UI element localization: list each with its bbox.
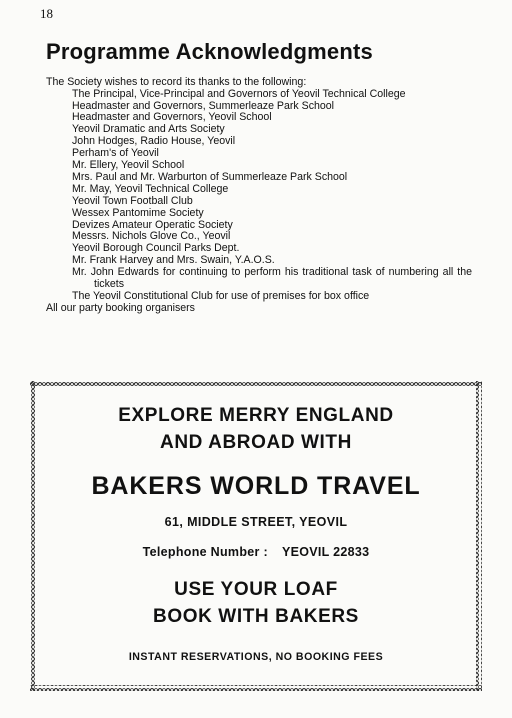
list-item: John Hodges, Radio House, Yeovil	[72, 135, 236, 148]
advert-footer: INSTANT RESERVATIONS, NO BOOKING FEES	[128, 651, 384, 663]
list-item: Wessex Pantomime Society	[72, 206, 204, 219]
advert-slogan-line-1: USE YOUR LOAF	[174, 579, 338, 600]
advert-phone-number: YEOVIL 22833	[281, 545, 370, 559]
list-item: Mr. May, Yeovil Technical College	[72, 182, 229, 195]
list-item: The Yeovil Constitutional Club for use of premises for box office	[72, 290, 370, 302]
list-item: Messrs. Nichols Glove Co., Yeovil	[72, 230, 231, 243]
list-item: Devizes Amateur Operatic Society	[72, 218, 233, 231]
advert-box	[30, 381, 482, 691]
advert-phone-label: Telephone Number :	[142, 545, 268, 559]
list-item: Mr. Frank Harvey and Mrs. Swain, Y.A.O.S.	[72, 254, 275, 267]
list-item: Yeovil Borough Council Parks Dept.	[72, 242, 240, 255]
list-item: Mr. John Edwards for continuing to perform his traditional task of numbering all the tickets	[72, 266, 472, 291]
list-item: Mr. Ellery, Yeovil School	[72, 159, 185, 172]
page-title: Programme Acknowledgments	[46, 38, 373, 64]
list-item: Yeovil Town Football Club	[72, 194, 193, 207]
advert-headline-line-2: AND ABROAD WITH	[160, 432, 352, 453]
advert-phone	[30, 545, 482, 559]
list-item: Mrs. Paul and Mr. Warburton of Summerleaze Park School	[72, 170, 348, 183]
list-item: Headmaster and Governors, Summerleaze Park School	[72, 99, 335, 112]
list-item: Perham's of Yeovil	[72, 147, 159, 160]
list-item: All our party booking organisers	[46, 301, 195, 314]
acknowledgments-intro: The Society wishes to record its thanks to the following:	[46, 76, 307, 88]
list-item: Headmaster and Governors, Yeovil School	[72, 111, 272, 124]
advert-company-name: BAKERS WORLD TRAVEL	[91, 472, 421, 500]
advert-slogan-line-2: BOOK WITH BAKERS	[153, 606, 359, 627]
acknowledgments-list	[46, 87, 472, 315]
advert-headline-line-1: EXPLORE MERRY ENGLAND	[118, 405, 394, 426]
advert-address: 61, MIDDLE STREET, YEOVIL	[164, 515, 348, 529]
list-item: The Principal, Vice-Principal and Governors of Yeovil Technical College	[72, 87, 406, 100]
list-item: Yeovil Dramatic and Arts Society	[72, 123, 225, 136]
page-number: 18	[40, 6, 53, 21]
